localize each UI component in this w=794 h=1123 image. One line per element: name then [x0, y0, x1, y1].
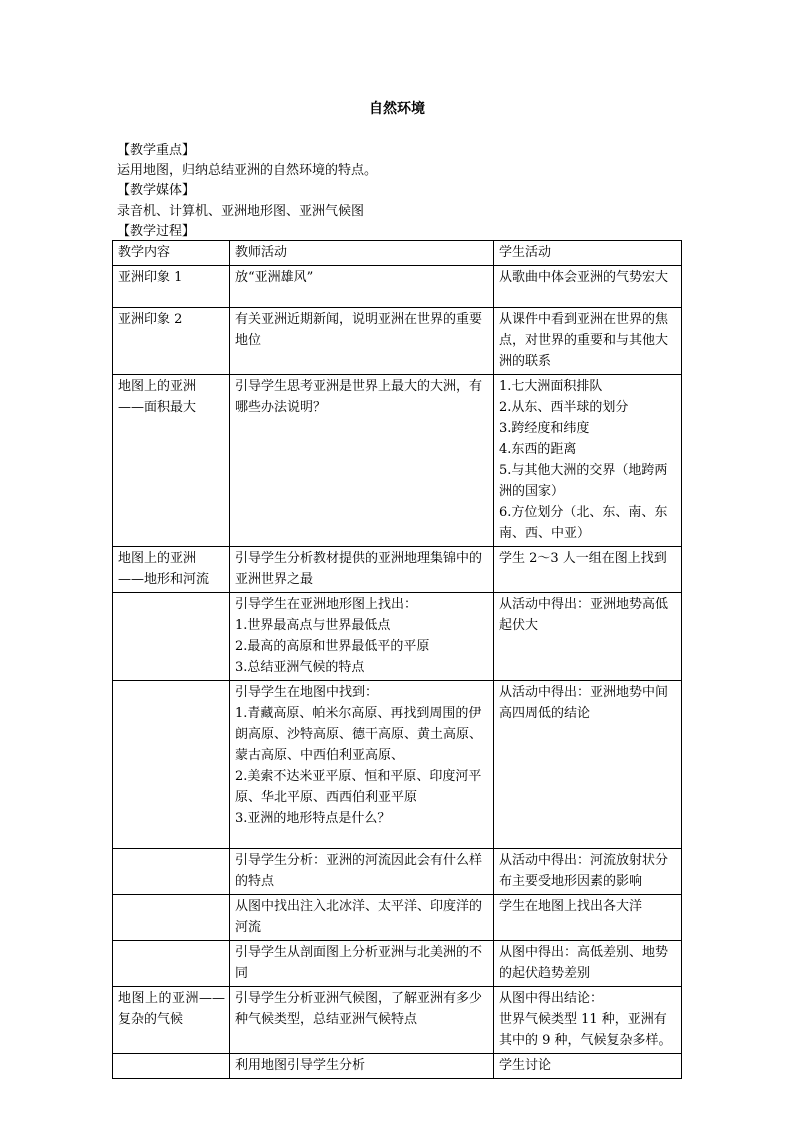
content-cell — [113, 849, 230, 895]
lesson-table-body — [113, 241, 682, 1079]
table-row — [113, 308, 682, 375]
teacher-cell-text: 1.青藏高原、帕米尔高原、再找到周围的伊朗高原、沙特高原、德干高原、黄土高原、蒙古高原、中西伯利亚高原、 — [235, 706, 483, 763]
student-cell-text: 从歌曲中体会亚洲的气势宏大 — [499, 270, 669, 285]
focus-heading: 【教学重点】 — [117, 143, 196, 158]
teacher-cell-text: 有关亚洲近期新闻，说明亚洲在世界的重要地位 — [235, 312, 483, 348]
student-cell-text: 从图中得出：高低差别、地势的起伏趋势差别 — [499, 945, 669, 981]
student-cell-text: 世界气候类型 11 种，亚洲有其中的 9 种，气候复杂多样。 — [499, 1012, 672, 1048]
student-cell — [494, 987, 682, 1054]
teacher-cell-text: 引导学生从剖面图上分析亚洲与北美洲的不同 — [235, 945, 483, 981]
student-cell-text: 从课件中看到亚洲在世界的焦点，对世界的重要和与其他大洲的联系 — [499, 312, 669, 369]
content-cell — [113, 1054, 230, 1079]
lesson-table — [112, 240, 682, 1079]
focus-text: 运用地图，归纳总结亚洲的自然环境的特点。 — [117, 163, 378, 178]
student-cell — [494, 681, 682, 849]
teacher-cell-text: 2.最高的高原和世界最低平的平原 — [235, 639, 430, 654]
content-cell-text: 地图上的亚洲 — [118, 379, 197, 394]
content-cell-text: 亚洲印象 2 — [118, 312, 183, 327]
table-row — [113, 987, 682, 1054]
media-heading: 【教学媒体】 — [117, 183, 196, 198]
teacher-cell — [230, 375, 494, 547]
student-cell — [494, 308, 682, 375]
header-student: 学生活动 — [494, 241, 682, 266]
table-row — [113, 1054, 682, 1079]
content-cell-text: 亚洲印象 1 — [118, 270, 183, 285]
teacher-cell-text: 引导学生分析教材提供的亚洲地理集锦中的亚洲世界之最 — [235, 551, 483, 587]
teacher-cell — [230, 987, 494, 1054]
student-cell-text: 从图中得出结论： — [499, 991, 604, 1006]
student-cell — [494, 849, 682, 895]
student-cell-text: 从活动中得出：河流放射状分布主要受地形因素的影响 — [499, 853, 669, 889]
student-cell-text: 3.跨经度和纬度 — [499, 421, 590, 436]
student-cell-text: 5.与其他大洲的交界（地跨两洲的国家） — [499, 463, 668, 499]
table-row — [113, 941, 682, 987]
table-row — [113, 266, 682, 308]
content-cell — [113, 895, 230, 941]
process-heading: 【教学过程】 — [117, 224, 196, 239]
student-cell-text: 学生在地图上找出各大洋 — [499, 899, 643, 914]
student-cell-text: 学生讨论 — [499, 1058, 552, 1073]
teacher-cell — [230, 308, 494, 375]
student-cell-text: 6.方位划分（北、东、南、东南、西、中亚） — [499, 505, 668, 541]
teacher-cell — [230, 593, 494, 681]
teacher-cell — [230, 941, 494, 987]
header-content: 教学内容 — [113, 241, 230, 266]
student-cell-text: 从活动中得出：亚洲地势中间高四周低的结论 — [499, 685, 669, 721]
teacher-cell — [230, 849, 494, 895]
teacher-cell-text: 1.世界最高点与世界最低点 — [235, 618, 391, 633]
content-cell — [113, 681, 230, 849]
teacher-cell-text: 3.总结亚洲气候的特点 — [235, 660, 365, 675]
teacher-cell — [230, 681, 494, 849]
student-cell — [494, 1054, 682, 1079]
table-row — [113, 593, 682, 681]
student-cell-text: 2.从东、西半球的划分 — [499, 400, 629, 415]
teacher-cell-text: 引导学生分析：亚洲的河流因此会有什么样的特点 — [235, 853, 483, 889]
table-row — [113, 547, 682, 593]
teacher-cell-text: 引导学生在地图中找到： — [235, 685, 379, 700]
teacher-cell-text: 引导学生分析亚洲气候图，了解亚洲有多少种气候类型，总结亚洲气候特点 — [235, 991, 483, 1027]
teacher-cell-text: 3.亚洲的地形特点是什么？ — [235, 811, 391, 826]
content-cell-text: ——面积最大 — [118, 400, 197, 415]
student-cell-text: 从活动中得出：亚洲地势高低起伏大 — [499, 597, 669, 633]
content-cell — [113, 941, 230, 987]
teacher-cell-text: 从图中找出注入北冰洋、太平洋、印度洋的河流 — [235, 899, 483, 935]
student-cell — [494, 375, 682, 547]
table-header-row — [113, 241, 682, 266]
teacher-cell-text: 引导学生在亚洲地形图上找出： — [235, 597, 418, 612]
student-cell — [494, 266, 682, 308]
content-cell — [113, 308, 230, 375]
page-title: 自然环境 — [369, 101, 425, 117]
content-cell — [113, 375, 230, 547]
content-cell — [113, 266, 230, 308]
teacher-cell — [230, 1054, 494, 1079]
media-text: 录音机、计算机、亚洲地形图、亚洲气候图 — [117, 204, 365, 219]
content-cell — [113, 987, 230, 1054]
teacher-cell — [230, 266, 494, 308]
teacher-cell-text: 利用地图引导学生分析 — [235, 1058, 366, 1073]
student-cell-text: 4.东西的距离 — [499, 442, 577, 457]
content-cell — [113, 547, 230, 593]
content-cell-text: ——地形和河流 — [118, 572, 210, 587]
content-cell — [113, 593, 230, 681]
table-row — [113, 375, 682, 547]
student-cell — [494, 895, 682, 941]
table-row — [113, 681, 682, 849]
student-cell — [494, 547, 682, 593]
table-row — [113, 849, 682, 895]
student-cell-text: 学生 2～3 人一组在图上找到 — [499, 551, 667, 566]
teacher-cell — [230, 895, 494, 941]
student-cell — [494, 593, 682, 681]
content-cell-text: 地图上的亚洲 — [118, 551, 197, 566]
student-cell — [494, 941, 682, 987]
content-cell-text: 地图上的亚洲——复杂的气候 — [118, 991, 225, 1027]
table-row — [113, 895, 682, 941]
teacher-cell-text: 2.美索不达米亚平原、恒和平原、印度河平原、华北平原、西西伯利亚平原 — [235, 769, 482, 805]
teacher-cell-text: 放“亚洲雄风” — [235, 270, 314, 285]
student-cell-text: 1.七大洲面积排队 — [499, 379, 603, 394]
teacher-cell-text: 引导学生思考亚洲是世界上最大的大洲，有哪些办法说明？ — [235, 379, 483, 415]
header-teacher: 教师活动 — [230, 241, 494, 266]
teacher-cell — [230, 547, 494, 593]
